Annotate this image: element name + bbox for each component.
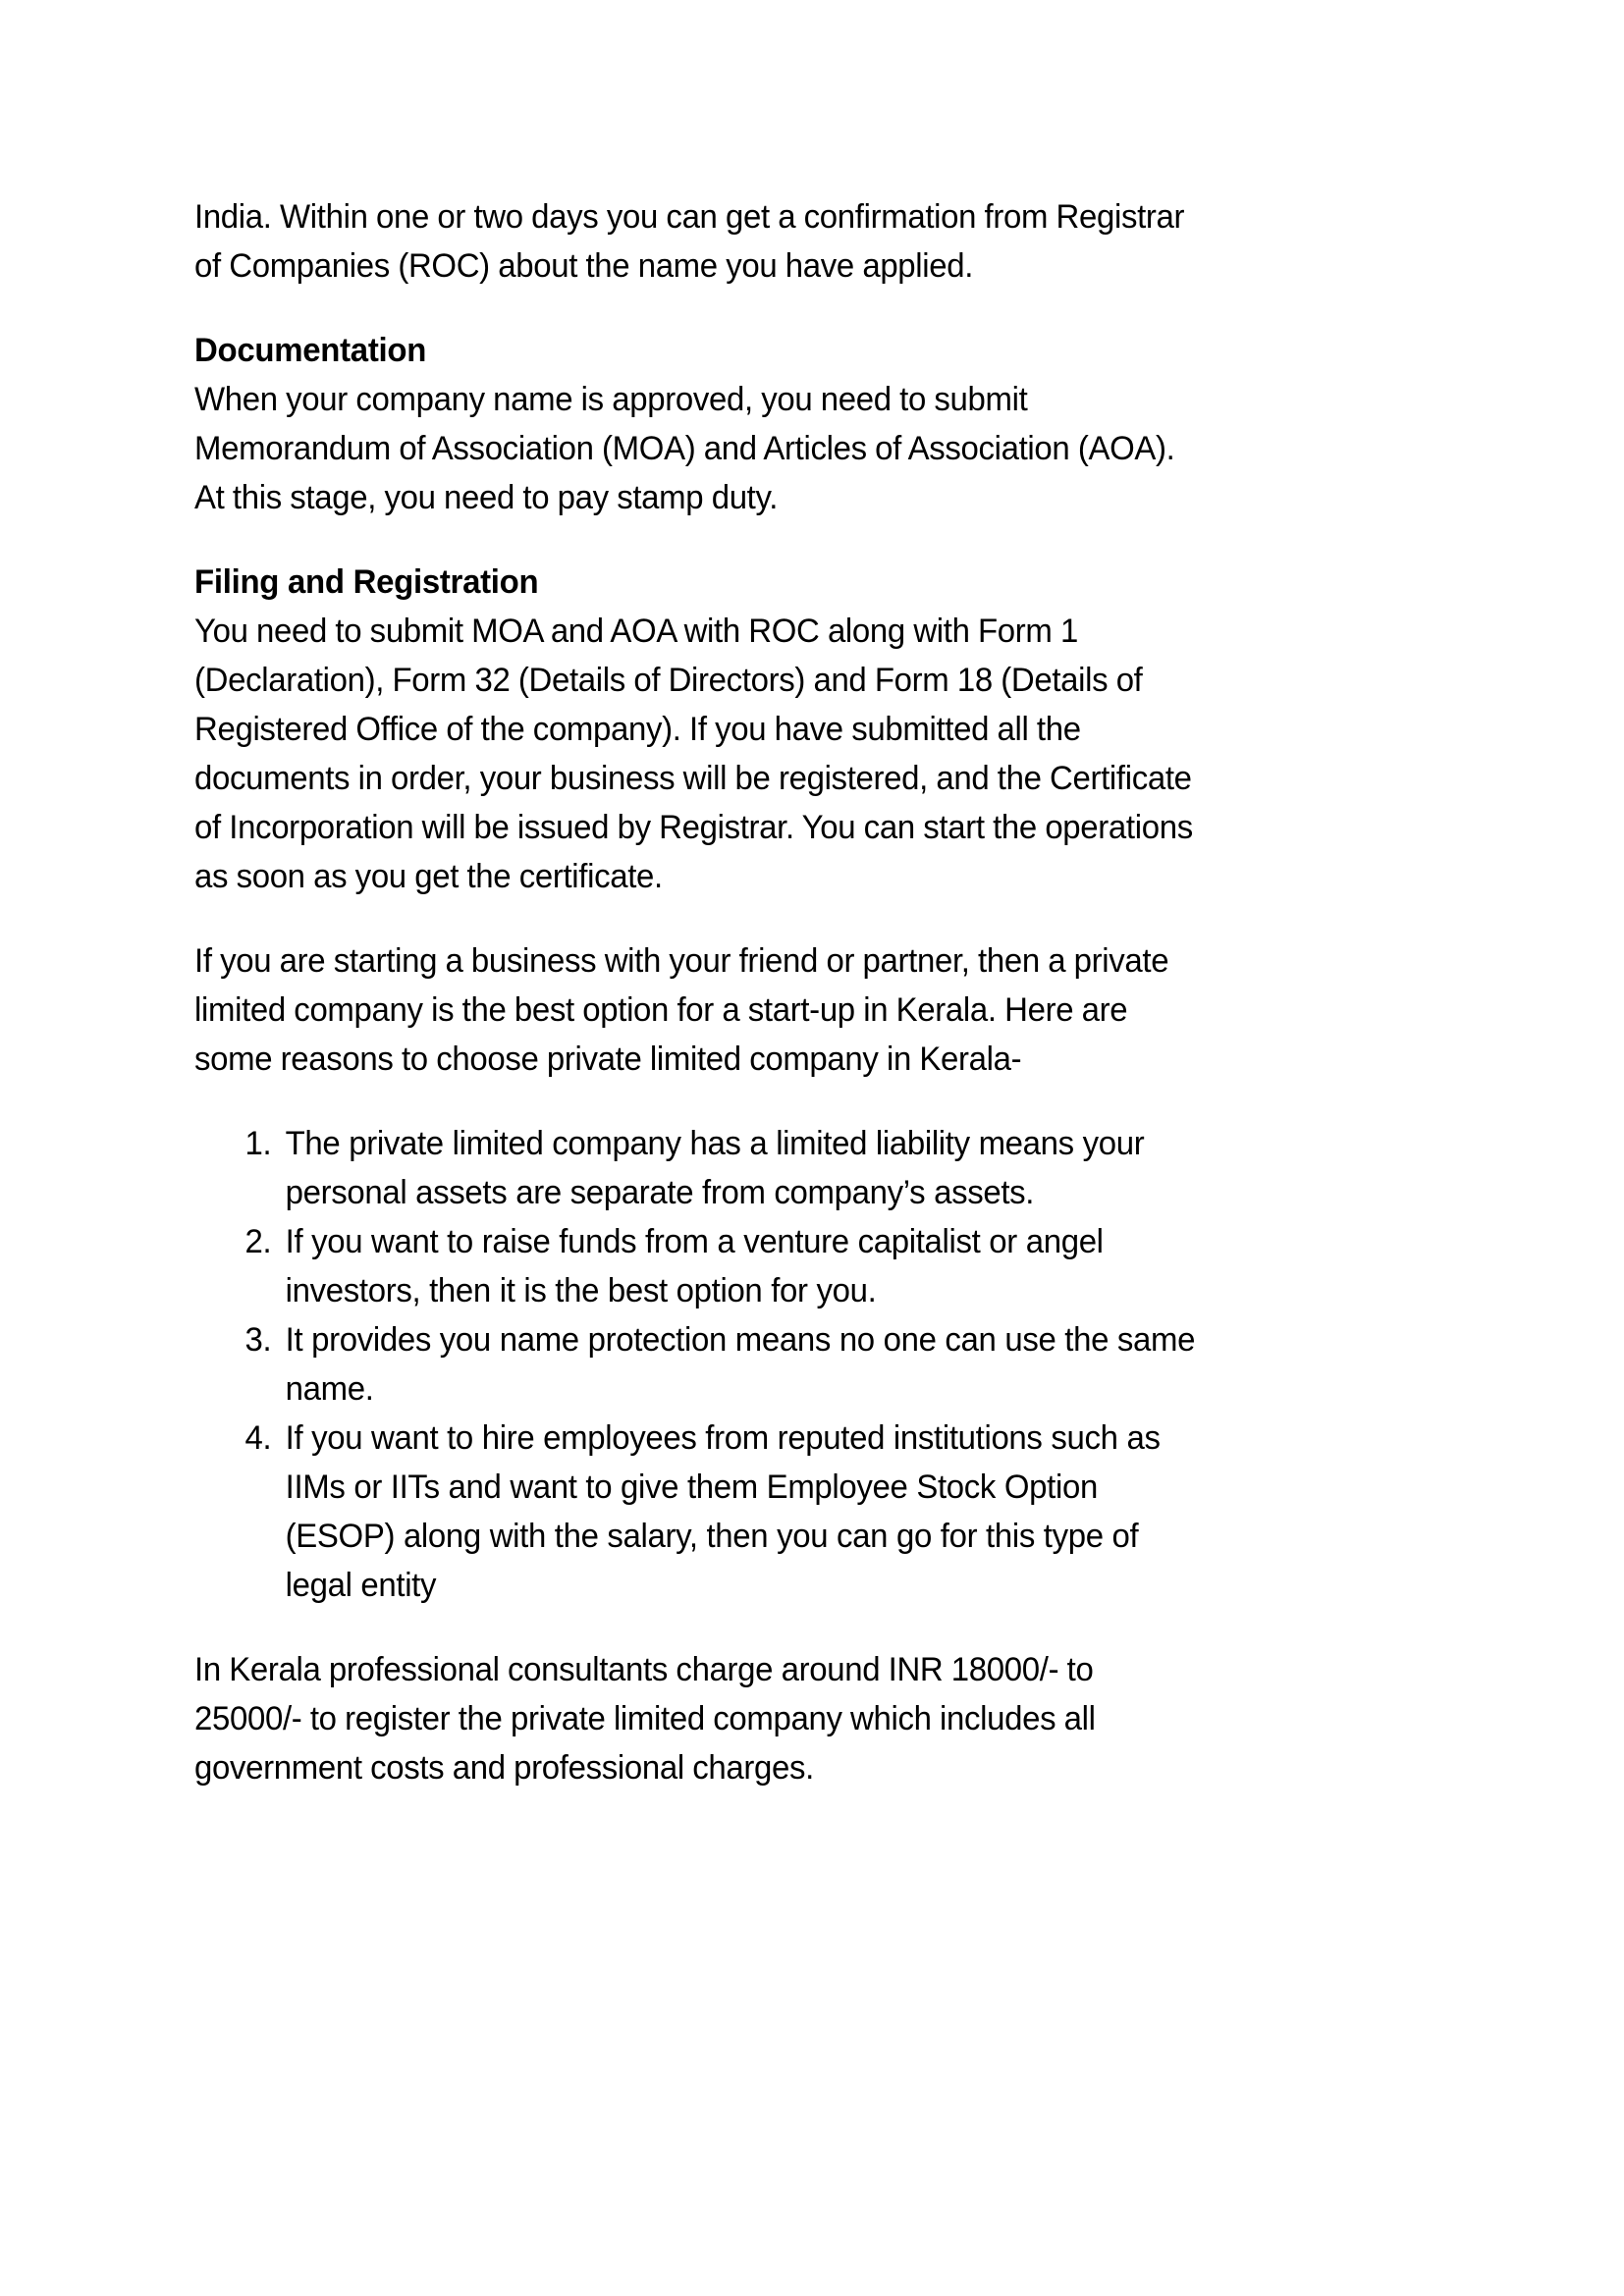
reasons-intro-paragraph: If you are starting a business with your friend or partner, then a private limited company is the best option for a start-up in Kerala. Here are some reasons to choose private limited company in Kerala- [194,942,1169,1078]
intro-paragraph: India. Within one or two days you can get a confirmation from Registrar of Companies (ROC) about the name you have applied. [194,198,1185,285]
document-body [194,192,1245,1792]
cost-paragraph: In Kerala professional consultants charge around INR 18000/- to 25000/- to register the private limited company which includes all government costs and professional charges. [194,1651,1096,1787]
filing-registration-heading: Filing and Registration [194,563,539,601]
documentation-section [194,326,1245,522]
list-item: If you want to raise funds from a venture capitalist or angel investors, then it is the best option for you. [285,1223,1104,1309]
documentation-paragraph: When your company name is approved, you need to submit Memorandum of Association (MOA) and Articles of Association (AOA). At this stage, you need to pay stamp duty. [194,381,1175,516]
list-item: It provides you name protection means no one can use the same name. [285,1321,1196,1408]
documentation-heading: Documentation [194,332,427,369]
filing-registration-section [194,558,1245,901]
list-item: If you want to hire employees from reputed institutions such as IIMs or IITs and want to give them Employee Stock Option (ESOP) along with the salary, then you can go for this type of legal entity [285,1419,1161,1604]
list-item: The private limited company has a limited liability means your personal assets are separate from company’s assets. [285,1125,1145,1211]
reasons-list [194,1119,1245,1610]
filing-registration-paragraph: You need to submit MOA and AOA with ROC along with Form 1 (Declaration), Form 32 (Details of Directors) and Form 18 (Details of Registered Office of the company). If you have submitted all the documents in order, your business will be registered, and the Certificate of Incorporation will be issued by Registrar. You can start the operations as soon as you get the certificate. [194,613,1193,895]
